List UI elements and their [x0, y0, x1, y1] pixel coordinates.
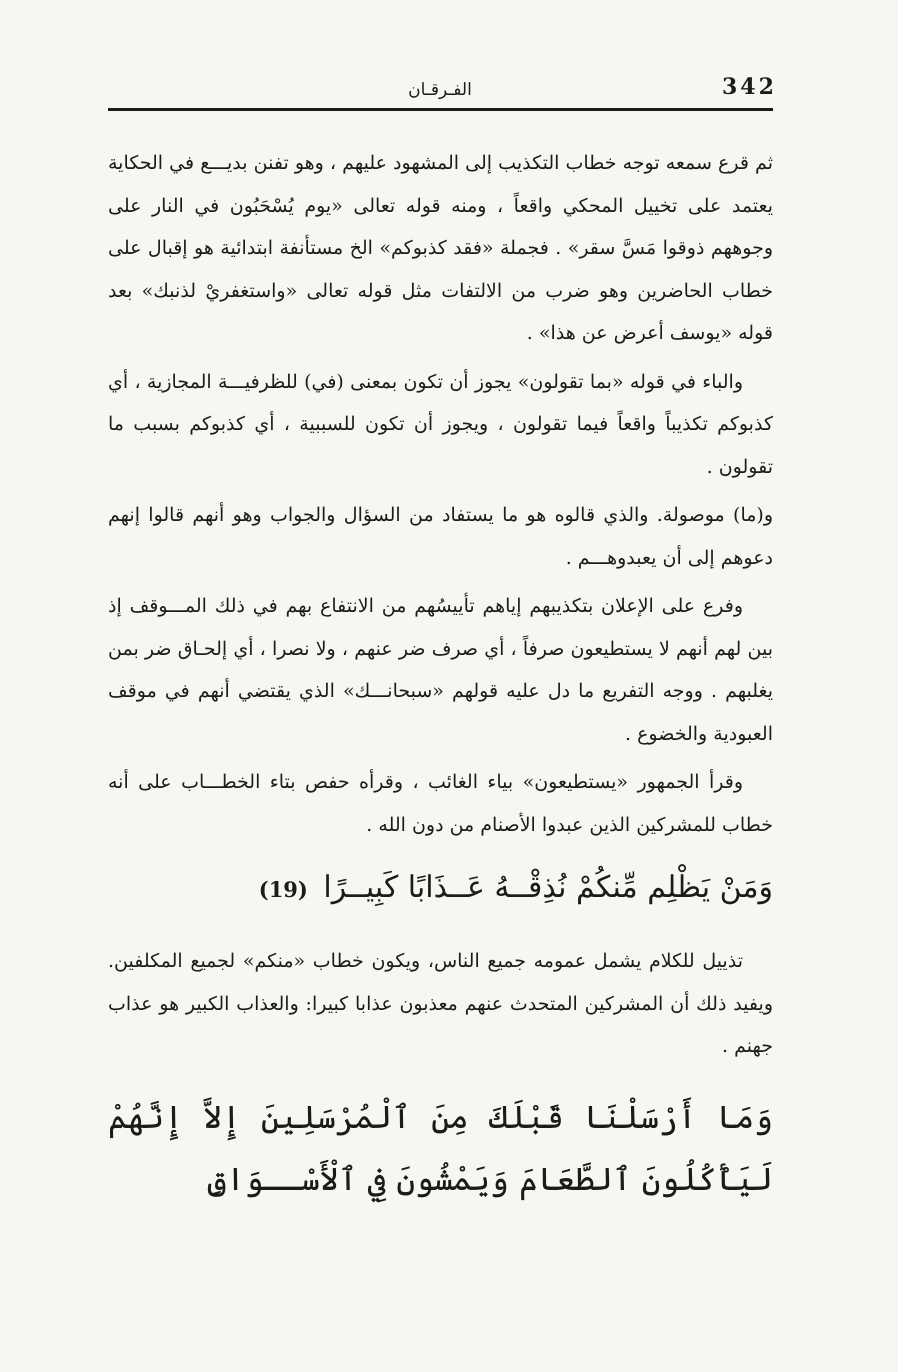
- paragraph-2: والباء في قوله «بما تقولون» يجوز أن تكون بمعنى (في) للظرفيـــة المجازية ، أي كذبوكم تكذيباً واقعاً فيما تقولون ، ويجوز أن تكون للسببية ، أي كذبوكم بسبب ما تقولون .: [108, 370, 773, 478]
- verse-text: وَمَنْ يَظْلِم مِّنكُمْ نُذِقْــهُ عَــذَابًا كَبِيــرًا: [323, 870, 773, 905]
- page-body: [108, 142, 773, 1210]
- quran-verse-20: [108, 1086, 773, 1210]
- page-number: 342: [722, 74, 777, 100]
- paragraph-4: وفرع على الإعلان بتكذيبهم إياهم تأييسُهم من الانتفاع بهم في ذلك المـــوقف إذ بين لهم أنهم لا يستطيعون صرفاً ، أي صرف ضر عنهم ، ولا نصرا ، أي إلحـاق ضر بمن يغلبهم . ووجه التفريع ما دل عليه قولهم «سبحانـــك» الذي يقتضي أنهم في موقف العبودية والخضوع .: [108, 595, 773, 745]
- paragraph-1: ثم قرع سمعه توجه خطاب التكذيب إلى المشهود عليهم ، وهو تفنن بديـــع في الحكاية يعتمد على تخييل المحكي واقعاً ، ومنه قوله تعالى «يوم يُسْحَبُون في النار على وجوههم ذوقوا مَسَّ سقر» . فجملة «فقد كذبوكم» الخ مستأنفة ابتدائية هو إقبال على خطاب الحاضرين وهو ضرب من الالتفات مثل قوله تعالى «واستغفريْ لذنبك» بعد قوله «يوسف أعرض عن هذا» .: [108, 152, 773, 344]
- verse-number: (19): [258, 877, 308, 902]
- verse-text: وَمَا أَرْسَلْنَا قَبْلَكَ مِنَ ٱلْمُرْسَلِينَ إِلاَّ إِنَّهُمْ لَيَأْكُلُونَ ٱلطَّعَامَ وَيَمْشُونَ فِي ٱلْأَسْــوَاقِ: [108, 1097, 773, 1198]
- paragraph-3: و(ما) موصولة. والذي قالوه هو ما يستفاد من السؤال والجواب وهو أنهم قالوا إنهم دعوهم إلى أن يعبدوهـــم .: [108, 504, 773, 569]
- paragraph-tadhyil: تذييل للكلام يشمل عمومه جميع الناس، ويكون خطاب «منكم» لجميع المكلفين. ويفيد ذلك أن المشركين المتحدث عنهم معذبون عذابا كبيرا: والعذاب الكبير هو عذاب جهنم .: [108, 950, 773, 1057]
- header-rule: [108, 108, 773, 111]
- paragraph-5: وقرأ الجمهور «يستطيعون» بياء الغائب ، وقرأه حفص بتاء الخطـــاب على أنه خطاب للمشركين الذين عبدوا الأصنام من دون الله .: [108, 771, 773, 836]
- running-title: الفـرقـان: [408, 80, 472, 100]
- quran-verse-19: [108, 856, 773, 922]
